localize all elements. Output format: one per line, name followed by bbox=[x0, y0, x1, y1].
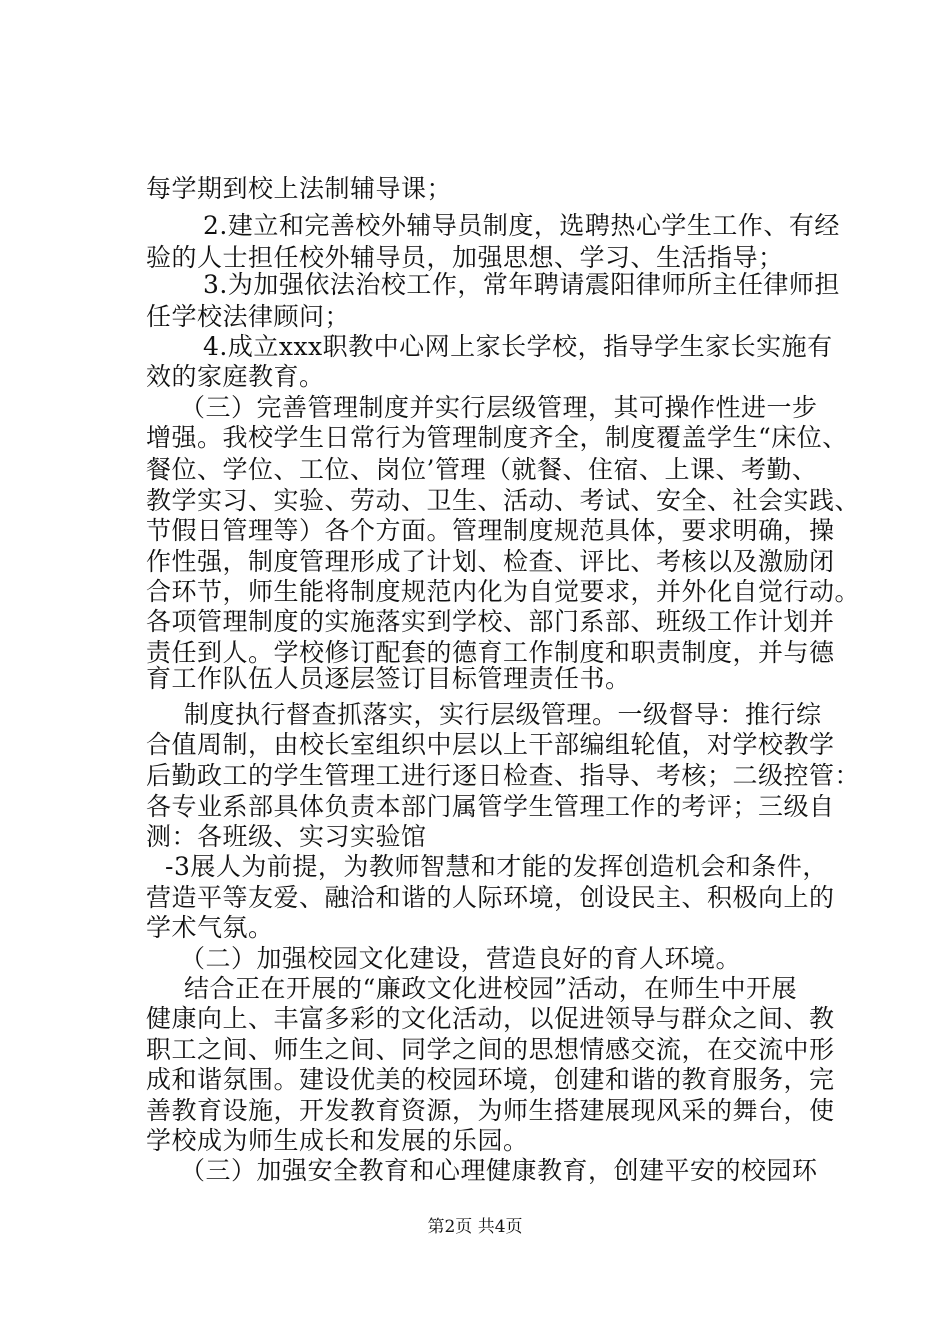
text-line: 3.为加强依法治校工作，常年聘请震阳律师所主任律师担 bbox=[203, 270, 840, 299]
text-line: 节假日管理等）各个方面。管理制度规范具体，要求明确，操 bbox=[146, 516, 835, 545]
text-line: 健康向上、丰富多彩的文化活动，以促进领导与群众之间、教 bbox=[146, 1004, 835, 1033]
text-line: 育工作队伍人员逐层签订目标管理责任书。 bbox=[146, 664, 631, 693]
text-line: 职工之间、师生之间、同学之间的思想情感交流，在交流中形 bbox=[146, 1035, 835, 1064]
text-line: 效的家庭教育。 bbox=[146, 362, 325, 391]
page-number-footer: 第2页 共4页 bbox=[427, 1217, 523, 1237]
text-line: （三）完善管理制度并实行层级管理，其可操作性进一步 bbox=[180, 393, 818, 422]
text-line: 结合正在开展的“廉政文化进校园”活动，在师生中开展 bbox=[184, 974, 798, 1003]
text-line: （二）加强校园文化建设，营造良好的育人环境。 bbox=[180, 944, 742, 973]
text-line: 各项管理制度的实施落实到学校、部门系部、班级工作计划并 bbox=[146, 607, 835, 636]
text-line: 4.成立xxx职教中心网上家长学校，指导学生家长实施有 bbox=[203, 332, 833, 361]
text-line: 合环节，师生能将制度规范内化为自觉要求，并外化自觉行动。 bbox=[146, 577, 861, 606]
text-line: （三）加强安全教育和心理健康教育，创建平安的校园环 bbox=[180, 1156, 818, 1185]
text-line: 制度执行督查抓落实，实行层级管理。一级督导：推行综 bbox=[184, 700, 822, 729]
text-line: -3展人为前提，为教师智慧和才能的发挥创造机会和条件， bbox=[165, 852, 828, 881]
text-line: 2.建立和完善校外辅导员制度，选聘热心学生工作、有经 bbox=[203, 211, 840, 240]
text-line: 每学期到校上法制辅导课； bbox=[146, 174, 453, 203]
text-line: 善教育设施，开发教育资源，为师生搭建展现风采的舞台，使 bbox=[146, 1096, 835, 1125]
text-line: 任学校法律顾问； bbox=[146, 302, 351, 331]
text-line: 合值周制，由校长室组织中层以上干部编组轮值，对学校教学 bbox=[146, 730, 835, 759]
text-line: 各专业系部具体负责本部门属管学生管理工作的考评；三级自 bbox=[146, 792, 835, 821]
text-line: 学校成为师生成长和发展的乐园。 bbox=[146, 1126, 529, 1155]
text-line: 餐位、学位、工位、岗位’管理（就餐、住宿、上课、考勤、 bbox=[146, 455, 818, 484]
text-line: 后勤政工的学生管理工进行逐日检查、指导、考核；二级控管： bbox=[146, 761, 861, 790]
text-line: 成和谐氛围。建设优美的校园环境，创建和谐的教育服务，完 bbox=[146, 1065, 835, 1094]
text-line: 责任到人。学校修订配套的德育工作制度和职责制度，并与德 bbox=[146, 638, 835, 667]
text-line: 验的人士担任校外辅导员，加强思想、学习、生活指导； bbox=[146, 243, 784, 272]
text-line: 营造平等友爱、融洽和谐的人际环境，创设民主、积极向上的 bbox=[146, 883, 835, 912]
text-line: 教学实习、实验、劳动、卫生、活动、考试、安全、社会实践、 bbox=[146, 486, 861, 515]
text-line: 学术气氛。 bbox=[146, 913, 274, 942]
text-line: 测：各班级、实习实验馆 bbox=[146, 822, 427, 851]
text-line: 作性强，制度管理形成了计划、检查、评比、考核以及激励闭 bbox=[146, 547, 835, 576]
text-line: 增强。我校学生日常行为管理制度齐全，制度覆盖学生“床位、 bbox=[146, 423, 848, 452]
